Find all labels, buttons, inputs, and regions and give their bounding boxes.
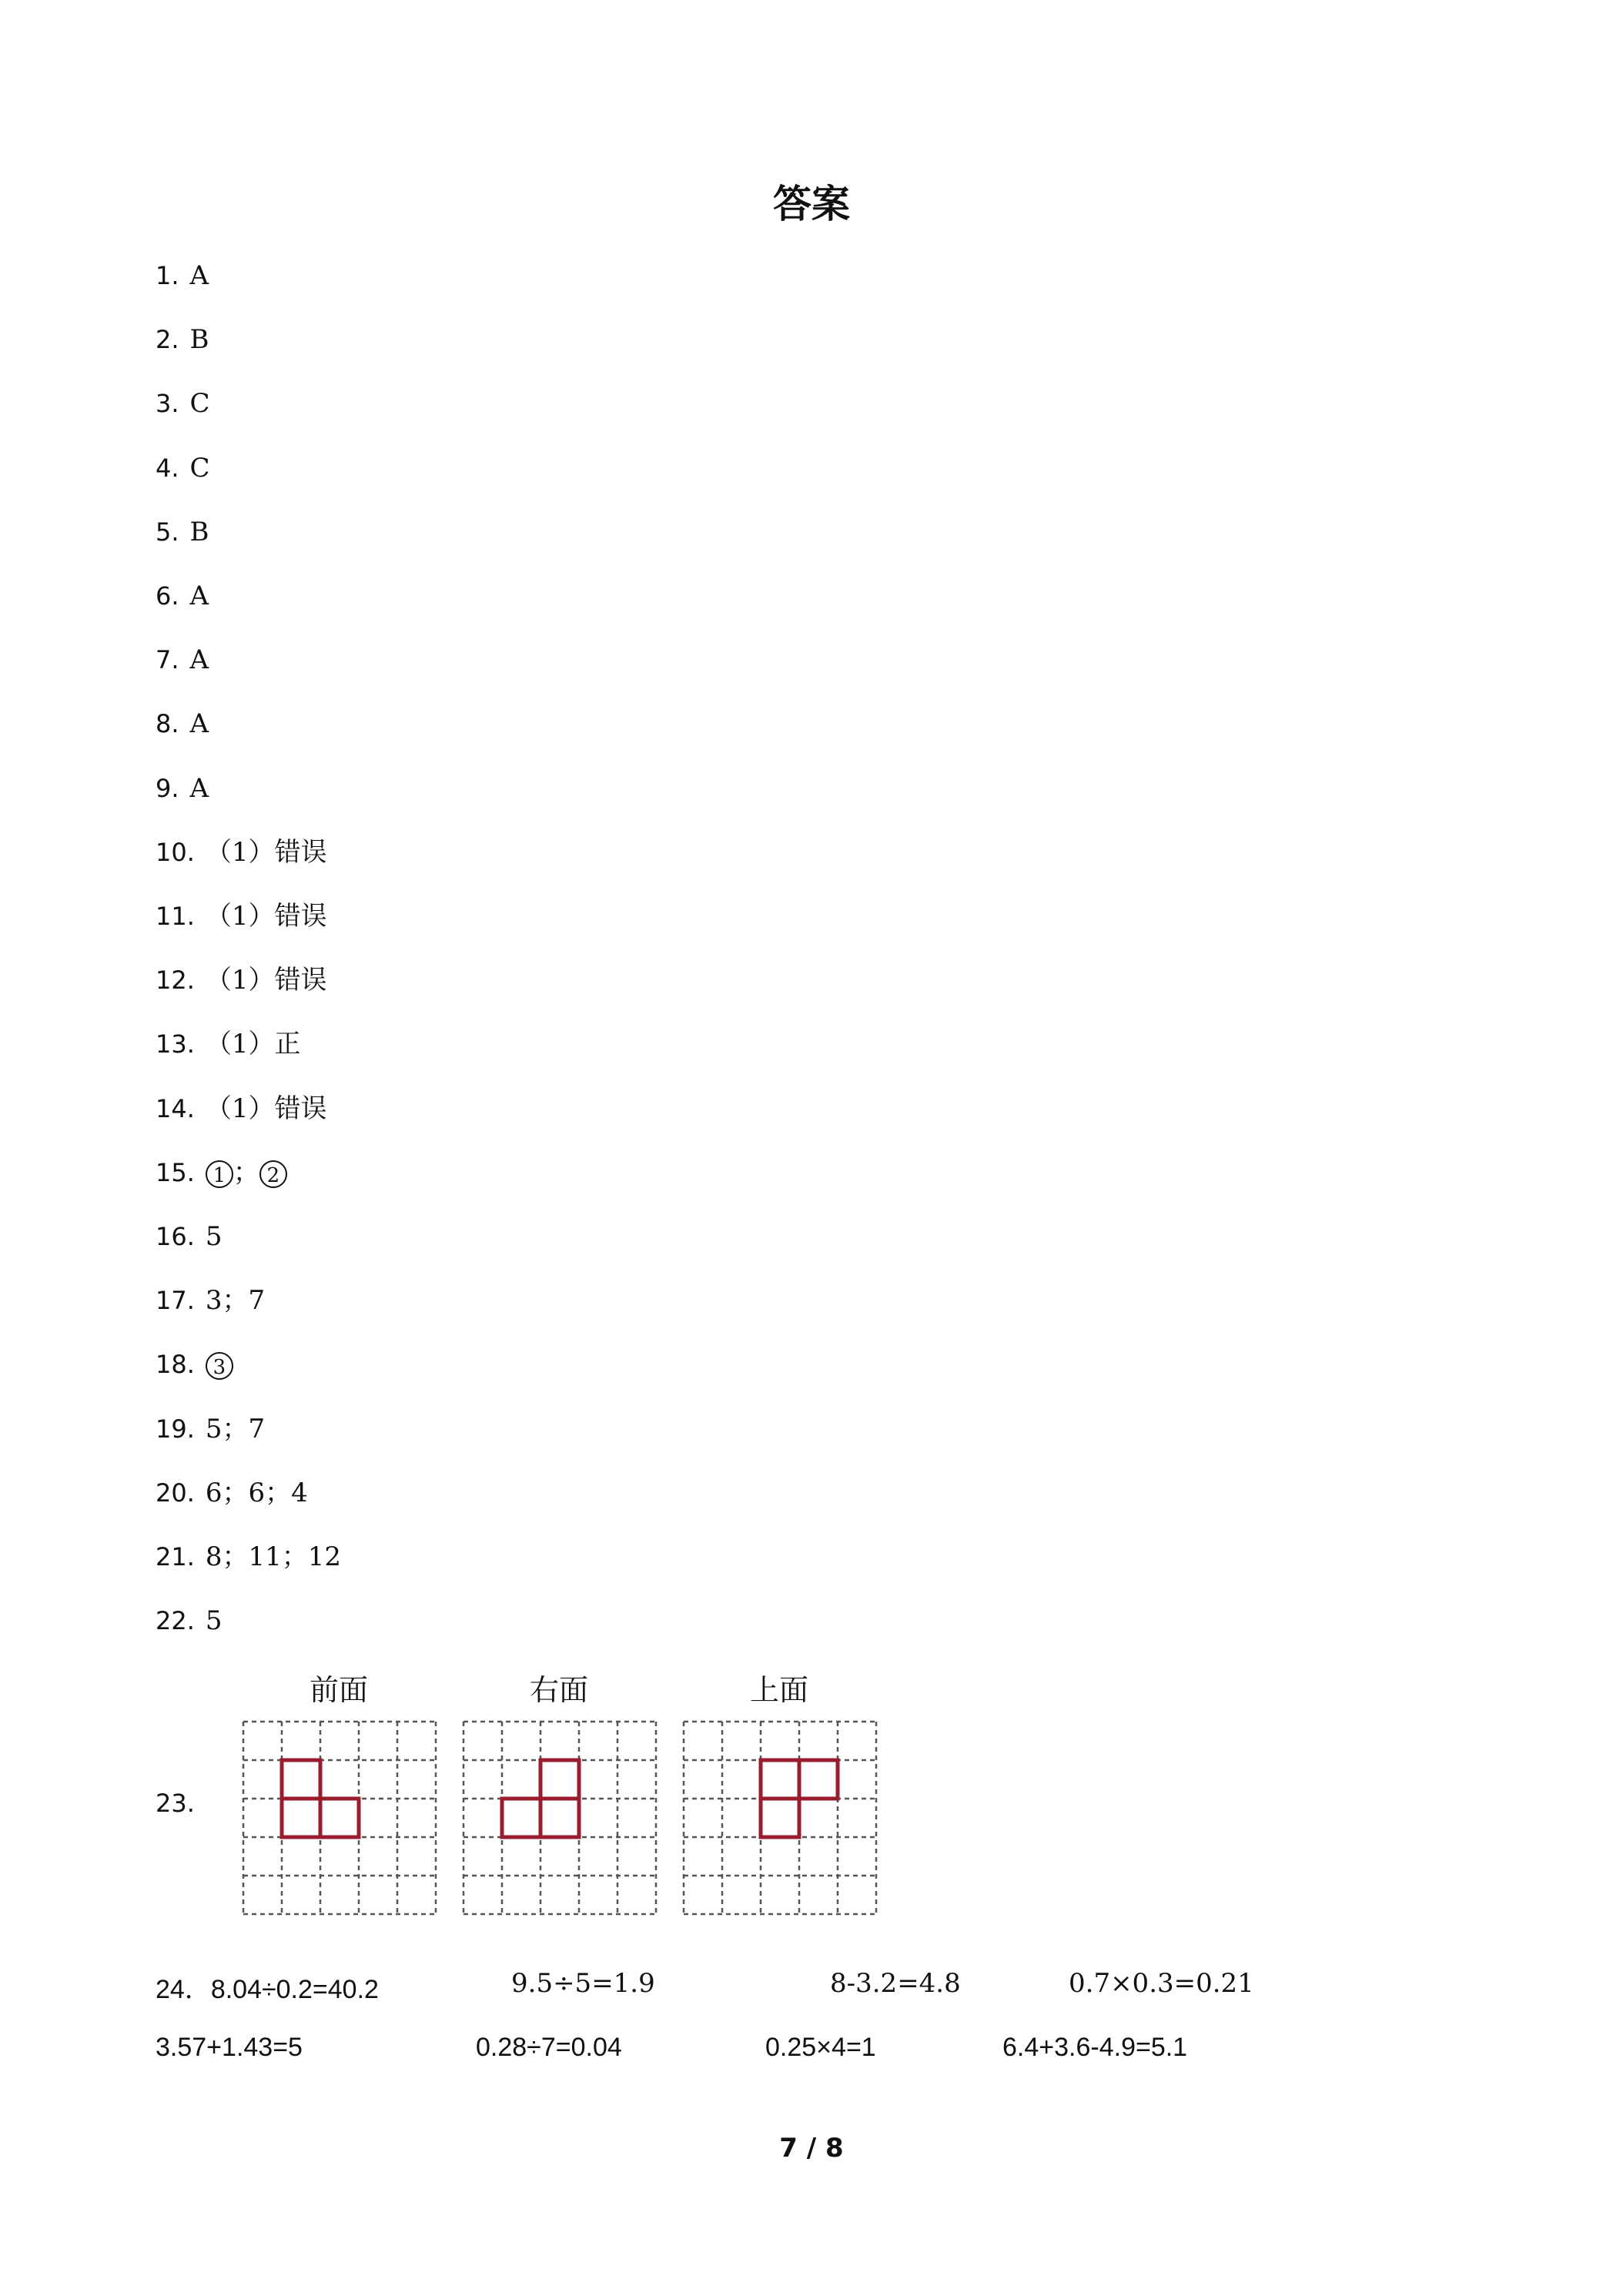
answer-item	[156, 1156, 287, 1190]
q24-item-1: 24．8.04÷0.2=40.2	[156, 1975, 379, 2004]
answer-text: 3；7	[205, 1285, 266, 1316]
answer-item	[156, 451, 210, 485]
answer-item	[156, 387, 210, 420]
answer-text: 5	[205, 1605, 223, 1636]
answer-number: 23.	[156, 1789, 195, 1818]
answer-number: 14.	[156, 1094, 195, 1123]
answer-item	[156, 963, 327, 997]
answer-number: 18.	[156, 1350, 195, 1379]
answer-item	[156, 515, 209, 549]
q24-item-7: 0.25×4=1	[765, 2033, 876, 2062]
answer-number: 16.	[156, 1222, 195, 1251]
highlighted-cell	[761, 1760, 799, 1799]
answer-item	[156, 323, 209, 356]
answer-number: 21.	[156, 1542, 195, 1571]
answer-number: 3.	[156, 389, 179, 418]
answer-item	[156, 707, 209, 741]
highlighted-cell	[282, 1799, 320, 1837]
answer-text: 5；7	[205, 1414, 266, 1444]
circled-number: 2	[259, 1160, 287, 1188]
answer-item	[156, 1284, 265, 1317]
answer-item	[156, 259, 209, 293]
dotted-grid	[462, 1720, 658, 1916]
answer-number: 19.	[156, 1414, 195, 1444]
highlighted-cell	[540, 1760, 579, 1799]
answer-number: 8.	[156, 709, 179, 738]
answer-text: 6；6；4	[205, 1478, 308, 1508]
answer-item	[156, 1604, 223, 1638]
view-label: 上面	[749, 1673, 808, 1707]
answer-item	[156, 1347, 233, 1381]
answer-separator: ；	[233, 1157, 259, 1188]
q24-item-3: 8-3.2=4.8	[830, 1968, 961, 1999]
highlighted-cell	[320, 1799, 359, 1837]
answer-number: 4.	[156, 454, 179, 483]
answer-text: A	[189, 773, 209, 804]
answer-text: 8；11；12	[205, 1541, 342, 1572]
answer-number: 6.	[156, 581, 179, 611]
answer-number: 22.	[156, 1606, 195, 1635]
answer-number: 1.	[156, 261, 179, 290]
answer-number: 12.	[156, 966, 195, 995]
answer-item	[156, 771, 209, 805]
answer-number: 17.	[156, 1286, 195, 1315]
answer-item	[156, 1220, 223, 1253]
highlighted-cell	[761, 1799, 799, 1837]
highlighted-cell	[282, 1760, 320, 1799]
answer-number: 2.	[156, 325, 179, 354]
answer-text: （1）错误	[205, 901, 327, 932]
answer-item	[156, 579, 209, 613]
answer-item	[156, 899, 327, 933]
view-label: 右面	[529, 1673, 588, 1707]
answer-number: 15.	[156, 1158, 195, 1187]
answer-number: 13.	[156, 1029, 195, 1059]
answer-item	[156, 1092, 327, 1126]
circled-number: 1	[206, 1160, 233, 1188]
answer-text: C	[189, 453, 210, 484]
question-23-number	[156, 1786, 195, 1820]
answer-text: C	[189, 388, 210, 419]
view-label: 前面	[309, 1673, 368, 1707]
highlighted-cell	[502, 1799, 540, 1837]
answer-number: 20.	[156, 1478, 195, 1508]
answer-text: B	[189, 517, 209, 547]
answer-text: A	[189, 581, 209, 611]
page-number: 7 / 8	[779, 2133, 844, 2164]
answer-item	[156, 1476, 308, 1510]
q24-item-8: 6.4+3.6-4.9=5.1	[1002, 2033, 1188, 2062]
answer-item	[156, 643, 209, 677]
answer-number: 7.	[156, 645, 179, 674]
answer-number: 10.	[156, 838, 195, 867]
answer-text: A	[189, 708, 209, 739]
highlighted-cell	[799, 1760, 838, 1799]
q24-item-6: 0.28÷7=0.04	[476, 2033, 622, 2062]
page-title: 答案	[773, 182, 850, 226]
answer-number: 11.	[156, 902, 195, 931]
q24-item-5: 3.57+1.43=5	[156, 2033, 303, 2062]
q24-item-2: 9.5÷5=1.9	[511, 1968, 655, 1999]
dotted-grid	[682, 1720, 878, 1916]
answer-item	[156, 1027, 301, 1061]
highlighted-cell	[540, 1799, 579, 1837]
answer-text: 5	[205, 1221, 223, 1252]
answer-text: （1）正	[205, 1029, 301, 1059]
answer-text: A	[189, 260, 209, 291]
answer-text: （1）错误	[205, 837, 327, 868]
answer-number: 5.	[156, 517, 179, 547]
answer-text: A	[189, 644, 209, 675]
dotted-grid	[242, 1720, 437, 1916]
circled-number: 3	[206, 1352, 233, 1380]
answer-item	[156, 1412, 265, 1446]
answer-item	[156, 1540, 341, 1574]
answer-number: 9.	[156, 774, 179, 803]
answer-text: B	[189, 324, 209, 355]
answer-text: （1）错误	[205, 1093, 327, 1124]
answer-text: （1）错误	[205, 965, 327, 996]
q24-item-4: 0.7×0.3=0.21	[1069, 1968, 1254, 1999]
answer-item	[156, 835, 327, 869]
